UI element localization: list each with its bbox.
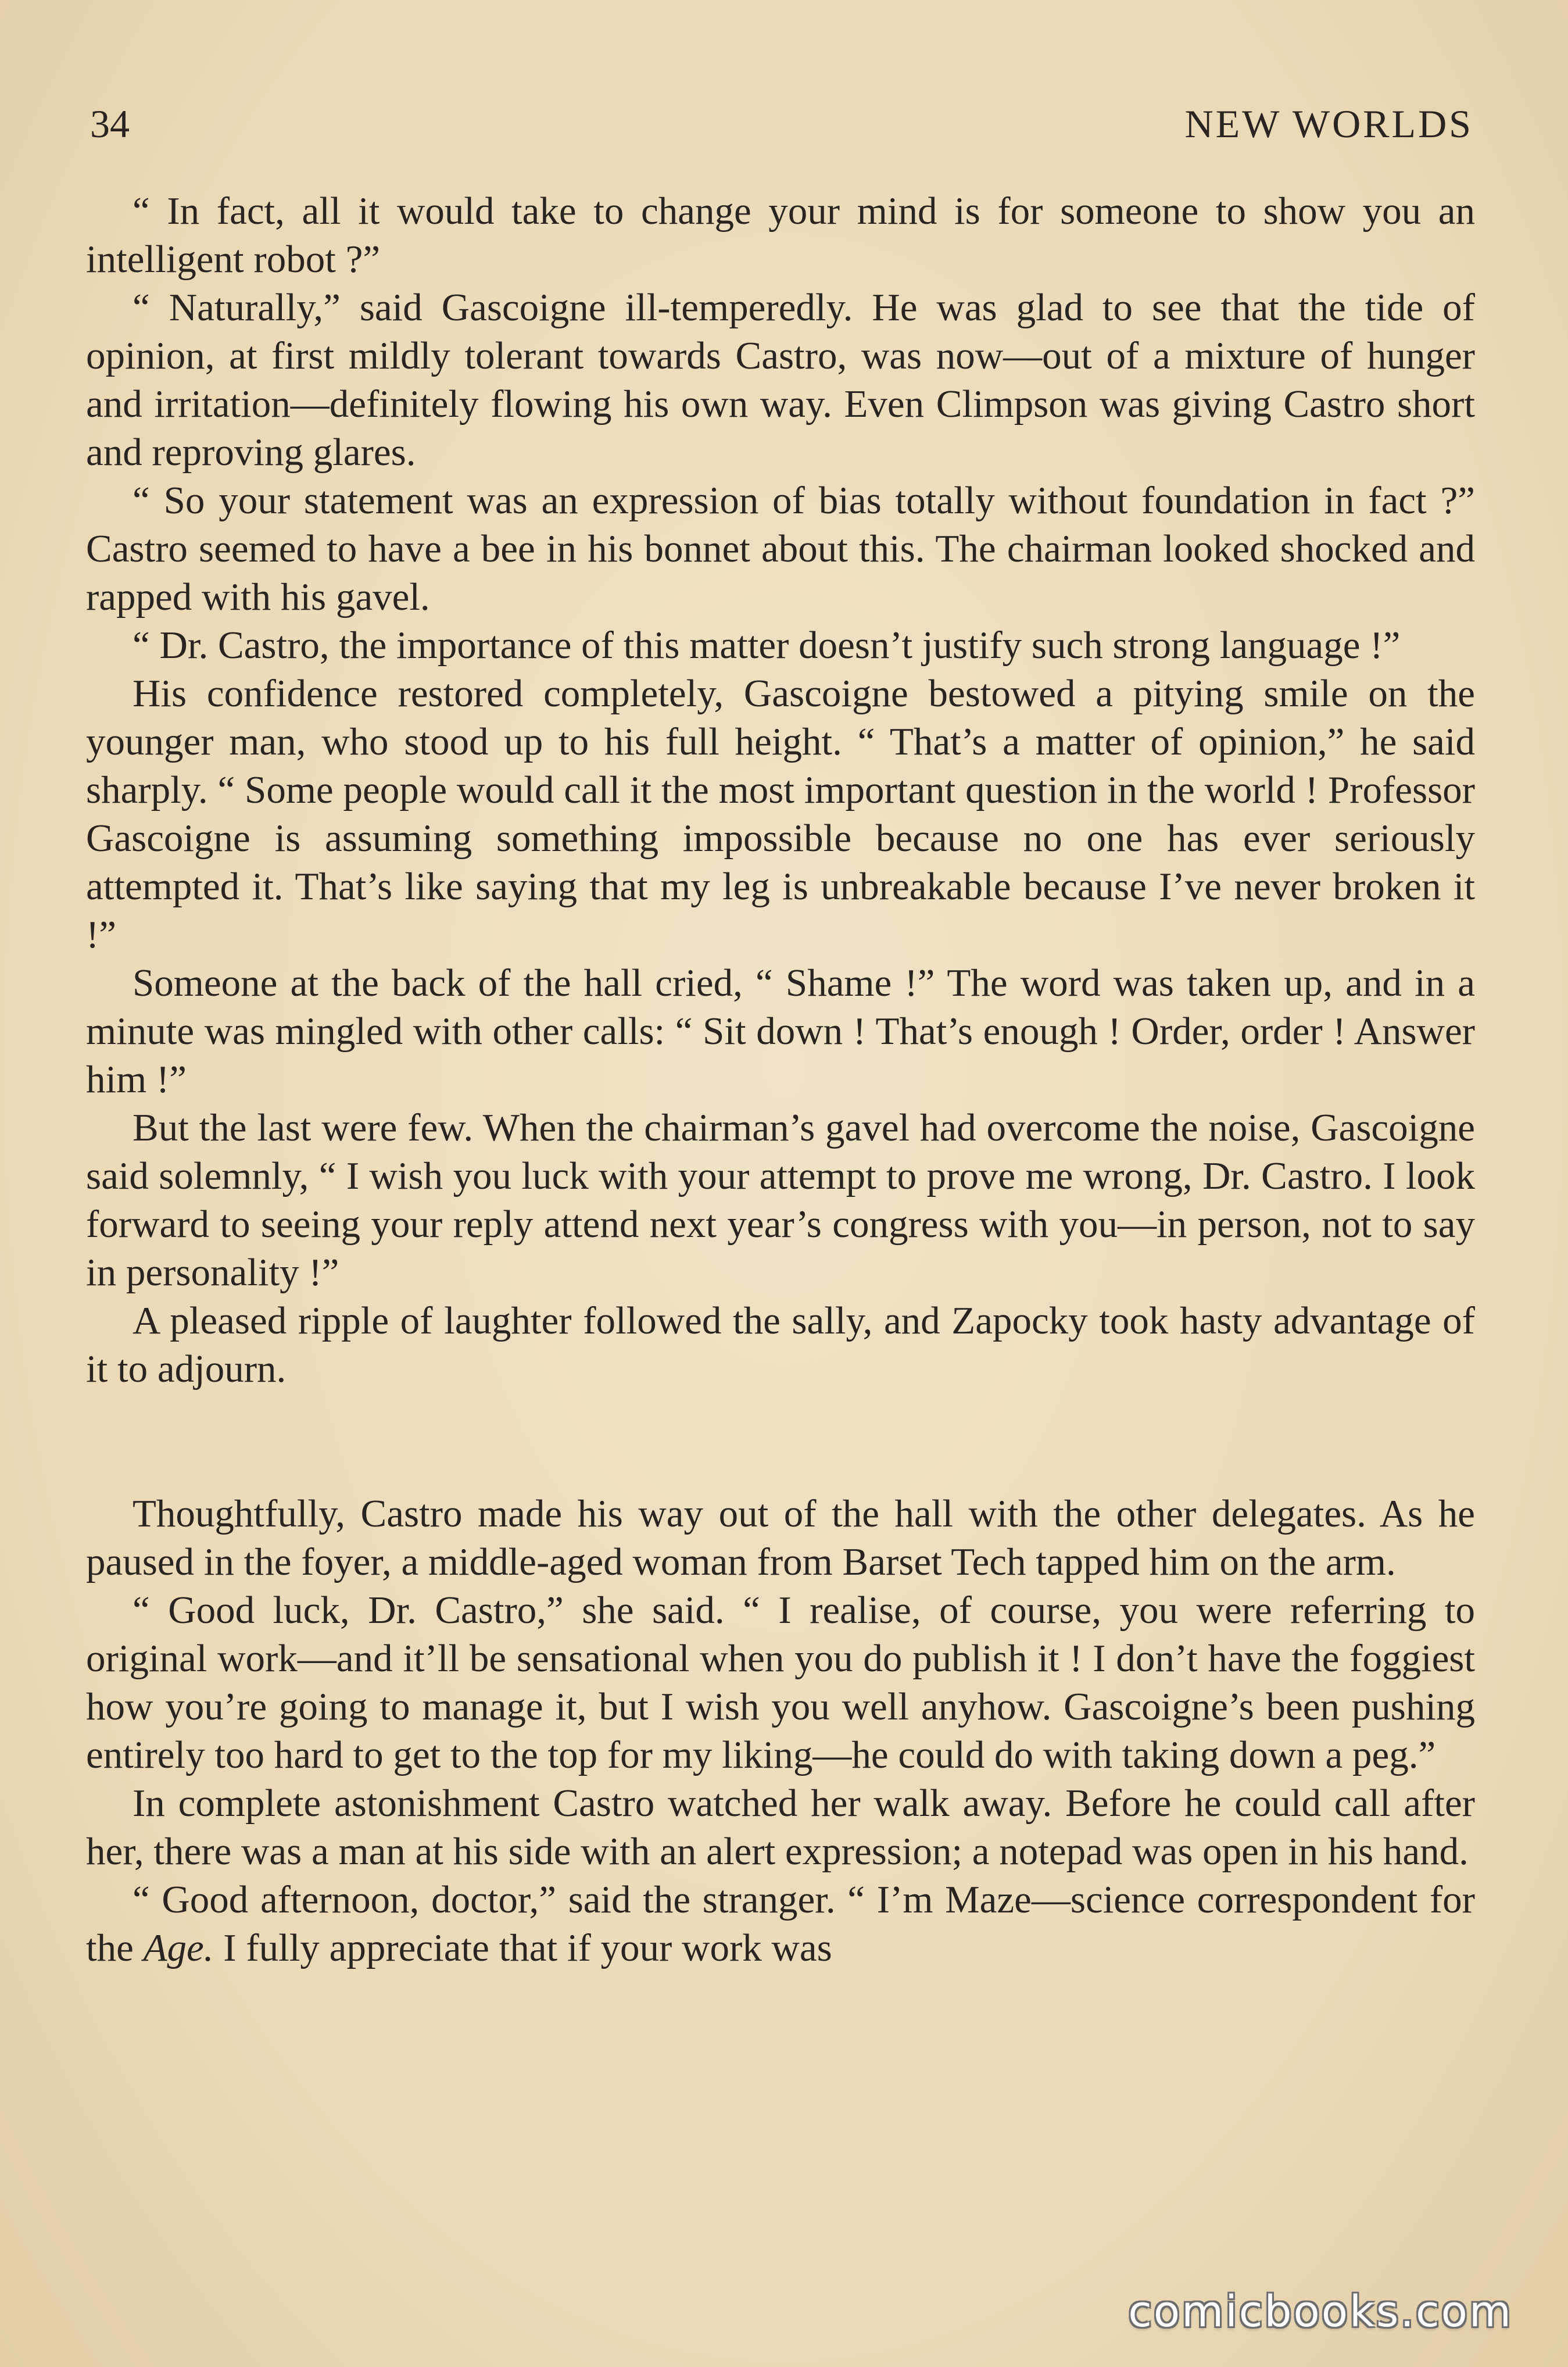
paragraph: In complete astonishment Castro watched her walk away. Before he could call after her, there was a man at his side with an alert expression; a notepad was open in his hand. (86, 1782, 1475, 1873)
running-title: NEW WORLDS (1184, 102, 1473, 146)
paragraph: “ Good luck, Dr. Castro,” she said. “ I realise, of course, you were referring to original work—and it’ll be sensational when you do publish it ! I don’t have the foggiest how you’re going to manage it, but I wish you well anyhow. Gascoigne’s been pushing entirely too hard to get to the top for my liking—he could do with taking down a peg.” (86, 1589, 1475, 1776)
paragraph: “ So your statement was an expression of bias totally without foundation in fact ?” Castro seemed to have a bee in his bonnet about this. The chairman looked shocked and rapped with his gavel. (86, 479, 1475, 618)
body-text (86, 187, 1475, 1972)
paragraph: “ In fact, all it would take to change your mind is for someone to show you an intelligent robot ?” (86, 189, 1475, 281)
publication-name: Age. (143, 1926, 214, 1969)
page-header (90, 92, 1473, 156)
paragraph: His confidence restored completely, Gascoigne bestowed a pitying smile on the younger man, who stood up to his full height. “ That’s a matter of opinion,” he said sharply. “ Some people would call it the most important question in the world ! Professor Gascoigne is assuming something impossible because no one has ever seriously attempted it. That’s like saying that my leg is unbreakable because I’ve never broken it !” (86, 672, 1475, 956)
page-number: 34 (90, 102, 130, 146)
watermark: comicbooks.com (1128, 2287, 1513, 2337)
paragraph: Someone at the back of the hall cried, “ Shame !” The word was taken up, and in a minute was mingled with other calls: “ Sit down ! That’s enough ! Order, order ! Answer him !” (86, 961, 1475, 1101)
paragraph: But the last were few. When the chairman’s gavel had overcome the noise, Gascoigne said solemnly, “ I wish you luck with your attempt to prove me wrong, Dr. Castro. I look forward to seeing your reply attend next year’s congress with you—in person, not to say in personality !” (86, 1106, 1475, 1294)
paragraph-text: “ Good afternoon, doctor,” said the stranger. “ I’m Maze—science correspondent for the (86, 1878, 1475, 1969)
paragraph: “ Naturally,” said Gascoigne ill-temperedly. He was glad to see that the tide of opinion, at first mildly tolerant towards Castro, was now—out of a mixture of hunger and irritation—definitely flowing his own way. Even Climpson was giving Castro short and reproving glares. (86, 286, 1475, 474)
paragraph: A pleased ripple of laughter followed the sally, and Zapocky took hasty advantage of it to adjourn. (86, 1299, 1475, 1390)
paragraph: Thoughtfully, Castro made his way out of the hall with the other delegates. As he paused in the foyer, a middle-aged woman from Barset Tech tapped him on the arm. (86, 1492, 1475, 1583)
paragraph-text: I fully appreciate that if your work was (213, 1926, 832, 1969)
paragraph-last (86, 1876, 1475, 1972)
paragraph: “ Dr. Castro, the importance of this matter doesn’t justify such strong language !” (133, 624, 1401, 667)
